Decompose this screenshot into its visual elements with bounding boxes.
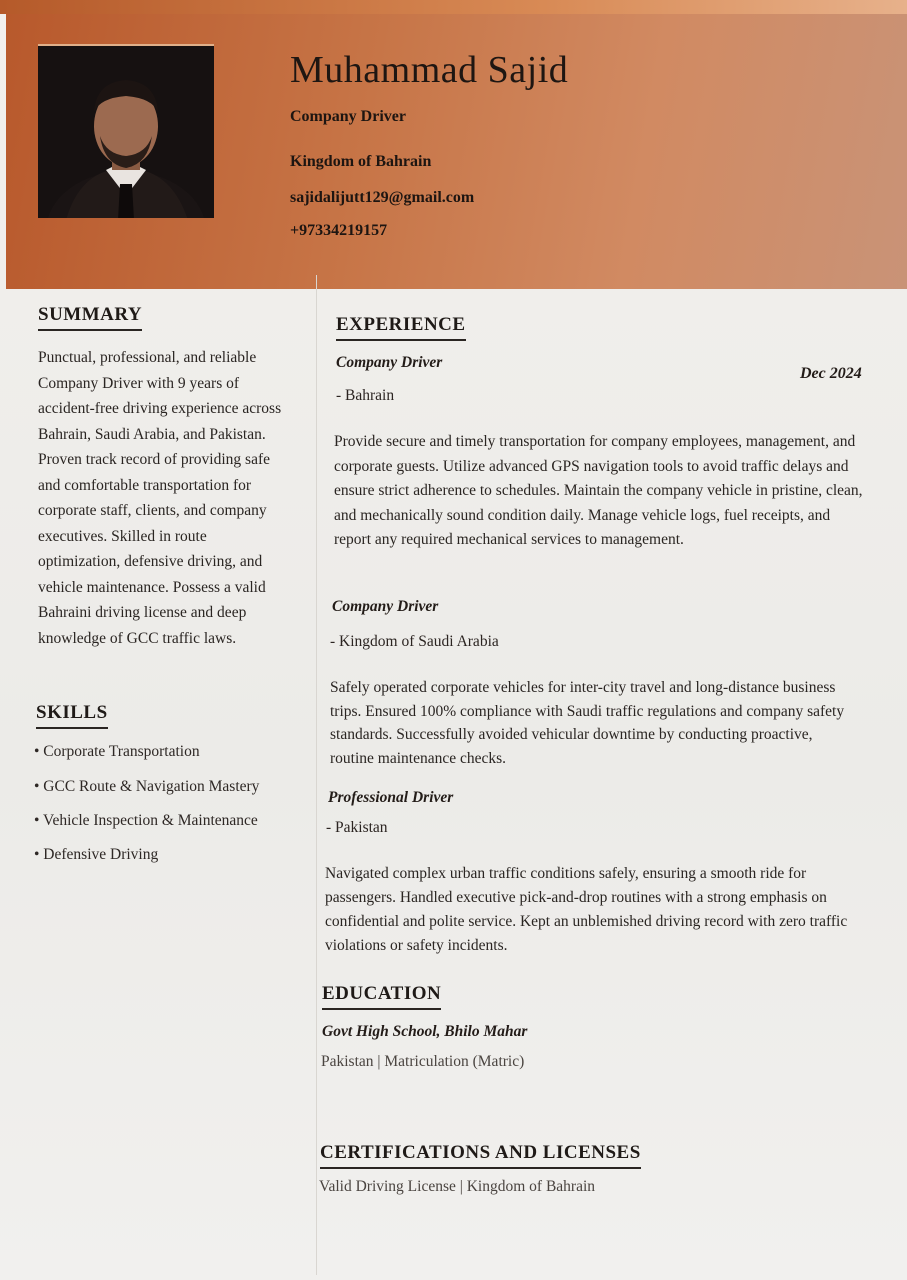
summary-heading: SUMMARY (38, 304, 142, 331)
experience-heading: EXPERIENCE (336, 314, 466, 341)
job-title: Professional Driver (328, 789, 454, 806)
candidate-phone[interactable]: +97334219157 (290, 222, 388, 239)
skill-item: • GCC Route & Navigation Mastery (34, 778, 260, 795)
summary-text: Punctual, professional, and reliable Company Driver with 9 years of accident-free driving experience across Bahrain, Saudi Arabia, and Pakistan. Proven track record of providing safe and comfortable transportation for corporate staff, clients, and company executives. Skilled in route optimization, defensive driving, and vehicle maintenance. Possess a valid Bahraini driving license and deep knowledge of GCC traffic laws. (38, 349, 282, 647)
job-title: Company Driver (332, 598, 439, 615)
skill-item: • Vehicle Inspection & Maintenance (34, 812, 258, 829)
skills-heading: SKILLS (36, 702, 108, 729)
job-location: - Kingdom of Saudi Arabia (330, 633, 499, 650)
candidate-title: Company Driver (290, 108, 406, 125)
candidate-location: Kingdom of Bahrain (290, 153, 432, 170)
column-divider (316, 275, 317, 1275)
job-date: Dec 2024 (800, 365, 862, 382)
job-description: Safely operated corporate vehicles for inter-city travel and long-distance business trips. Ensured 100% compliance with Saudi traffic regulations and company safety standards. Successfully avoided vehicular downtime by conducting proactive, routine maintenance checks. (330, 679, 845, 767)
job-location: - Pakistan (326, 819, 388, 836)
job-location: - Bahrain (336, 387, 395, 404)
certifications-heading: CERTIFICATIONS AND LICENSES (320, 1142, 641, 1169)
job-description: Navigated complex urban traffic conditions safely, ensuring a smooth ride for passengers. Handled executive pick-and-drop routines with a strong emphasis on confidential and polite service. Kept an unblemished driving record with zero traffic violations or safety incidents. (325, 865, 848, 954)
education-school: Govt High School, Bhilo Mahar (322, 1023, 528, 1040)
skill-item: • Defensive Driving (34, 846, 159, 863)
profile-photo (38, 44, 214, 218)
job-title: Company Driver (336, 354, 443, 371)
job-description: Provide secure and timely transportation for company employees, management, and corporate guests. Utilize advanced GPS navigation tools to avoid traffic delays and ensure strict adherence to schedules. Maintain the company vehicle in pristine, clean, and mechanically sound condition daily. Manage vehicle logs, fuel receipts, and report any required mechanical services to management. (334, 433, 863, 548)
candidate-email[interactable]: sajidalijutt129@gmail.com (290, 189, 475, 206)
education-heading: EDUCATION (322, 983, 441, 1010)
education-detail: Pakistan | Matriculation (Matric) (321, 1053, 525, 1070)
candidate-name: Muhammad Sajid (290, 49, 569, 91)
certifications-detail: Valid Driving License | Kingdom of Bahrain (319, 1178, 596, 1195)
top-accent-strip (0, 0, 907, 14)
skill-item: • Corporate Transportation (34, 743, 200, 760)
